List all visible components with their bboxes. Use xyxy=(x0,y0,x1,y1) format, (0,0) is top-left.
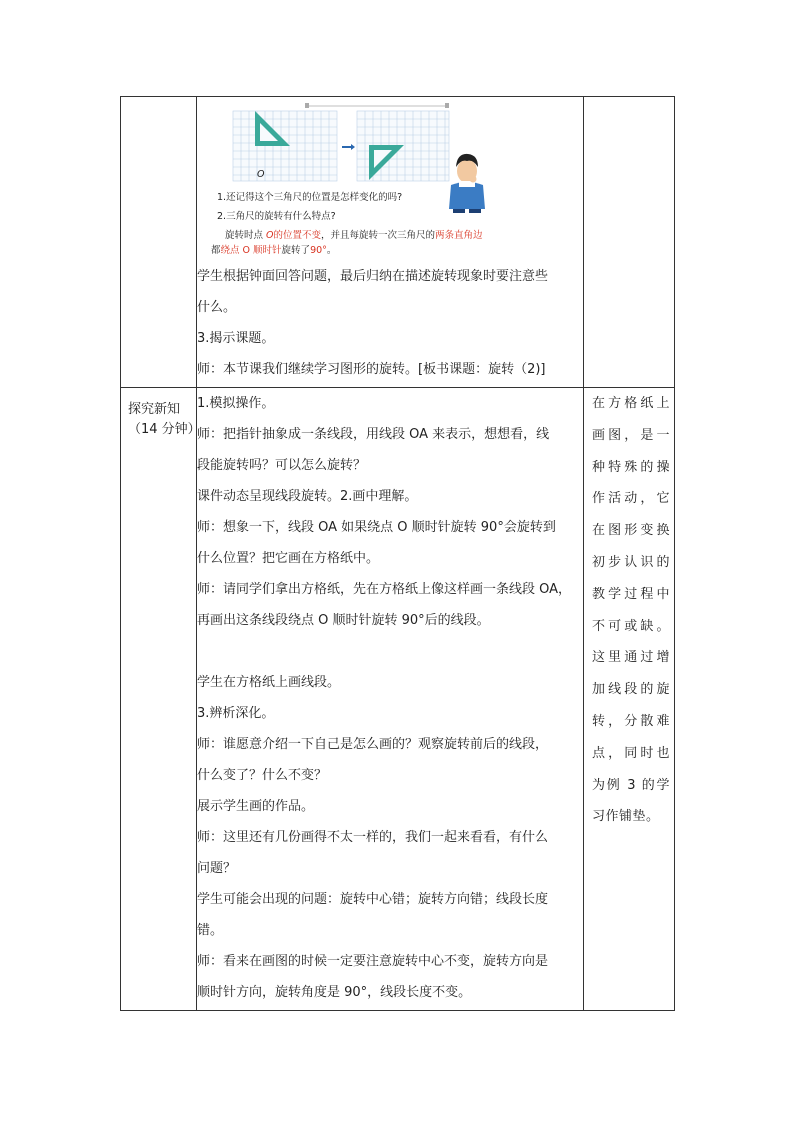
design-note: 在方格纸上画图，是一种特殊的操作活动，它在图形变换初步认识的教学过程中不可或缺。这里通过增加线段的旋转，分散难点，同时也为例 3 的学习作铺垫。 xyxy=(592,396,670,825)
paragraph: 学生在方格纸上画线段。 xyxy=(197,675,341,690)
paragraph: 师：请同学们拿出方格纸，先在方格纸上像这样画一条线段 OA， xyxy=(197,582,572,597)
note-cell xyxy=(584,388,675,1011)
stage-cell xyxy=(121,388,201,1011)
question-1: 1.还记得这个三角尺的位置是怎样变化的吗? xyxy=(217,192,403,203)
paragraph: 段能旋转吗？可以怎么旋转？ xyxy=(197,458,367,473)
paragraph: 什么位置？把它画在方格纸中。 xyxy=(197,551,380,566)
paragraph: 再画出这条线段绕点 O 顺时针旋转 90°后的线段。 xyxy=(197,613,490,628)
paragraph: 问题？ xyxy=(197,861,237,876)
process-cell xyxy=(197,388,584,1011)
paragraph: 顺时针方向，旋转角度是 90°，线段长度不变。 xyxy=(197,985,472,1000)
paragraph: 课件动态呈现线段旋转。2.画中理解。 xyxy=(197,489,418,504)
paragraph: 师：谁愿意介绍一下自己是怎么画的？观察旋转前后的线段， xyxy=(197,737,549,752)
paragraph: 师：本节课我们继续学习图形的旋转。[板书课题：旋转（2)] xyxy=(197,362,546,377)
point-o-label: O xyxy=(257,169,265,180)
paragraph: 师：这里还有几份画得不太一样的，我们一起来看看，有什么 xyxy=(197,830,549,845)
stage-cell-empty xyxy=(121,97,197,388)
note-cell-empty xyxy=(584,97,675,388)
paragraph: 什么。 xyxy=(197,300,237,315)
question-2: 2.三角尺的旋转有什么特点? xyxy=(217,211,336,222)
paragraph: 学生根据钟面回答问题，最后归纳在描述旋转现象时要注意些 xyxy=(197,269,549,284)
answer-line-1: 旋转时点 O的位置不变，并且每旋转一次三角尺的两条直角边 xyxy=(225,230,483,241)
lesson-plan-table xyxy=(120,96,675,1011)
paragraph: 什么变了？什么不变？ xyxy=(197,768,328,783)
paragraph: 展示学生画的作品。 xyxy=(197,799,315,814)
answer-line-2: 都绕点 O 顺时针旋转了90°。 xyxy=(211,245,337,256)
table-row xyxy=(121,388,675,1011)
paragraph: 1.模拟操作。 xyxy=(197,396,275,411)
boy-thinking-icon xyxy=(449,154,485,213)
paragraph: 3.辨析深化。 xyxy=(197,706,275,721)
process-cell xyxy=(197,97,584,388)
rotation-figure xyxy=(197,97,583,261)
table-row xyxy=(121,97,675,388)
paragraph: 师：把指针抽象成一条线段，用线段 OA 来表示，想想看，线 xyxy=(197,427,550,442)
paragraph: 错。 xyxy=(197,923,224,938)
paragraph: 3.揭示课题。 xyxy=(197,331,275,346)
paragraph: 师：看来在画图的时候一定要注意旋转中心不变，旋转方向是 xyxy=(197,954,549,969)
stage-label: 探究新知 （14 分钟） xyxy=(128,402,201,437)
paragraph: 师：想象一下，线段 OA 如果绕点 O 顺时针旋转 90°会旋转到 xyxy=(197,520,556,535)
paragraph: 学生可能会出现的问题：旋转中心错；旋转方向错；线段长度 xyxy=(197,892,549,907)
paragraph xyxy=(197,636,583,667)
